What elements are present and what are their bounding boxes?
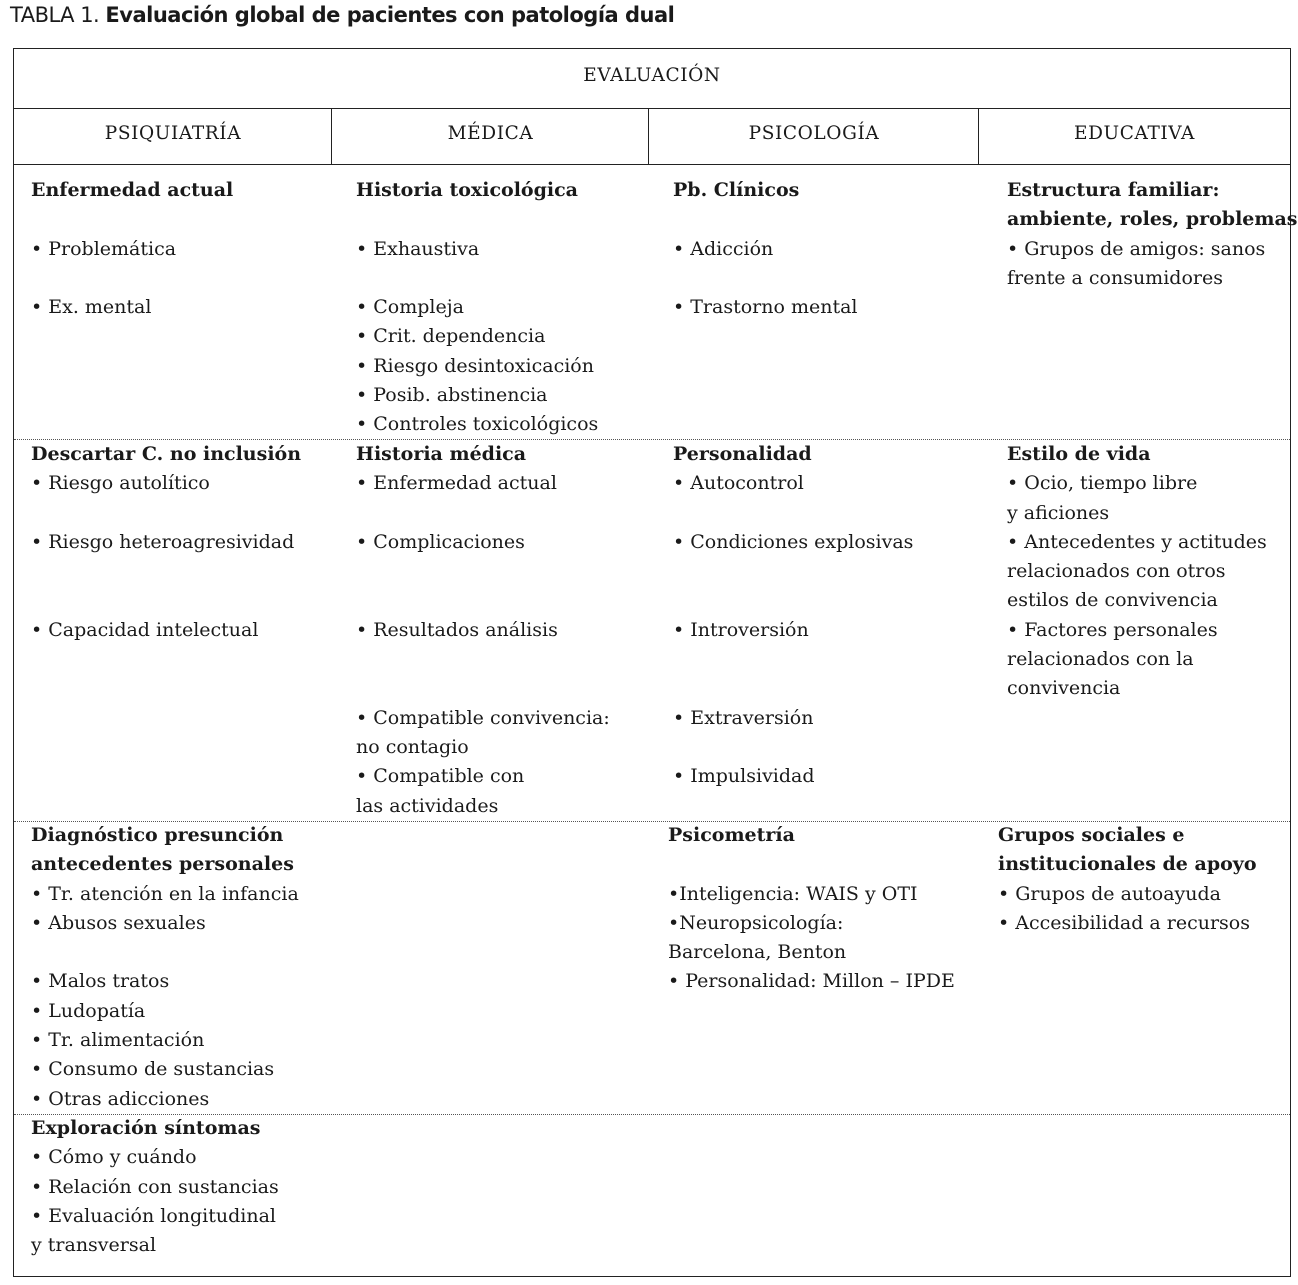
cell-heading: Enfermedad actual <box>31 179 234 201</box>
cell-heading: ambiente, roles, problemas <box>1007 208 1298 231</box>
cell-spacer <box>31 264 233 293</box>
cell-item: • Introversión <box>673 618 809 641</box>
column-header-educativa: EDUCATIVA <box>1074 123 1195 144</box>
cell-item: • Otras adicciones <box>31 1087 210 1110</box>
cell-psicologia-2 <box>673 440 913 792</box>
cell-item: • Riesgo desintoxicación <box>356 354 594 377</box>
cell-psiquiatria-2 <box>31 440 301 645</box>
divider <box>331 109 332 164</box>
cell-psiquiatria-4 <box>31 1114 279 1260</box>
cell-item: • Relación con sustancias <box>31 1175 279 1198</box>
cell-item: • Abusos sexuales <box>31 911 206 934</box>
cell-item: • Exhaustiva <box>356 237 480 260</box>
cell-spacer <box>31 586 301 615</box>
cell-item: • Factores personales <box>1007 618 1218 641</box>
cell-heading: Exploración síntomas <box>31 1117 261 1139</box>
cell-psicologia-3 <box>668 821 955 997</box>
cell-item: • Controles toxicológicos <box>356 413 599 436</box>
cell-spacer <box>356 205 598 234</box>
divider <box>648 109 649 164</box>
cell-item: • Compleja <box>356 296 464 319</box>
cell-spacer <box>673 733 913 762</box>
cell-item: • Ex. mental <box>31 296 152 319</box>
table-header: EVALUACIÓN <box>583 65 721 86</box>
column-header-psiquiatria: PSIQUIATRÍA <box>104 123 242 144</box>
cell-item: • Ocio, tiempo libre <box>1007 472 1198 495</box>
cell-spacer <box>31 557 301 586</box>
cell-spacer <box>673 674 913 703</box>
cell-heading: Historia toxicológica <box>356 179 578 201</box>
cell-item: •Neuropsicología: <box>668 911 844 934</box>
cell-item: • Personalidad: Millon – IPDE <box>668 970 955 993</box>
cell-item: • Ludopatía <box>31 999 146 1022</box>
cell-spacer <box>31 205 233 234</box>
cell-item: • Impulsividad <box>673 765 815 788</box>
cell-item: relacionados con la <box>1007 648 1194 671</box>
cell-spacer <box>31 499 301 528</box>
cell-psiquiatria-3 <box>31 821 299 1114</box>
cell-psicologia-1 <box>673 176 858 322</box>
cell-spacer <box>356 264 598 293</box>
cell-item: • Riesgo heteroagresividad <box>31 530 295 553</box>
divider <box>978 109 979 164</box>
cell-item: • Posib. abstinencia <box>356 384 548 407</box>
cell-spacer <box>673 499 913 528</box>
evaluation-table <box>13 48 1298 1277</box>
caption-label: TABLA 1. <box>10 3 100 27</box>
cell-item: y aficiones <box>1007 501 1110 524</box>
cell-item: • Antecedentes y actitudes <box>1007 530 1267 553</box>
cell-item: Barcelona, Benton <box>668 941 847 964</box>
cell-item: • Riesgo autolítico <box>31 472 210 495</box>
cell-spacer <box>673 557 913 586</box>
cell-heading: Descartar C. no inclusión <box>31 443 302 465</box>
cell-item: frente a consumidores <box>1007 266 1223 289</box>
cell-item: • Grupos de amigos: sanos <box>1007 237 1266 260</box>
cell-item: • Problemática <box>31 237 177 260</box>
cell-item: • Resultados análisis <box>356 618 558 641</box>
cell-item: • Trastorno mental <box>673 296 858 319</box>
cell-medica-2 <box>356 440 610 821</box>
divider <box>14 164 1290 165</box>
divider <box>14 108 1290 109</box>
cell-item: • Grupos de autoayuda <box>998 882 1222 905</box>
cell-heading: Historia médica <box>356 443 527 465</box>
cell-heading: antecedentes personales <box>31 853 294 876</box>
cell-item: • Crit. dependencia <box>356 325 546 348</box>
cell-educativa-1 <box>1007 176 1298 293</box>
cell-psiquiatria-1 <box>31 176 233 322</box>
cell-spacer <box>356 645 610 674</box>
cell-heading: Grupos sociales e <box>998 824 1185 846</box>
cell-item: no contagio <box>356 735 469 758</box>
cell-heading: Psicometría <box>668 824 795 846</box>
cell-item: • Extraversión <box>673 706 814 729</box>
cell-item: convivencia <box>1007 677 1121 700</box>
cell-educativa-2 <box>1007 440 1267 704</box>
cell-item: •Inteligencia: WAIS y OTI <box>668 882 918 905</box>
cell-heading: Personalidad <box>673 443 812 465</box>
cell-spacer <box>31 938 299 967</box>
cell-medica-1 <box>356 176 598 440</box>
cell-item: • Capacidad intelectual <box>31 618 259 641</box>
cell-spacer <box>356 557 610 586</box>
cell-item: y transversal <box>31 1234 157 1257</box>
cell-heading: Estilo de vida <box>1007 443 1151 465</box>
caption-title: Evaluación global de pacientes con patología dual <box>105 3 675 27</box>
cell-item: relacionados con otros <box>1007 560 1226 583</box>
cell-item: • Enfermedad actual <box>356 472 557 495</box>
cell-item: • Autocontrol <box>673 472 804 495</box>
cell-item: • Evaluación longitudinal <box>31 1204 276 1227</box>
cell-spacer <box>356 499 610 528</box>
cell-item: • Tr. alimentación <box>31 1029 205 1052</box>
cell-item: • Consumo de sustancias <box>31 1058 275 1081</box>
cell-spacer <box>356 586 610 615</box>
cell-item: • Adicción <box>673 237 774 260</box>
cell-spacer <box>673 264 858 293</box>
cell-spacer <box>673 645 913 674</box>
column-header-medica: MÉDICA <box>447 123 534 144</box>
cell-item: • Cómo y cuándo <box>31 1146 197 1169</box>
cell-item: • Tr. atención en la infancia <box>31 882 299 905</box>
cell-spacer <box>356 674 610 703</box>
column-header-psicologia: PSICOLOGÍA <box>748 123 880 144</box>
cell-item: • Accesibilidad a recursos <box>998 911 1251 934</box>
cell-item: estilos de convivencia <box>1007 589 1218 612</box>
cell-heading: Estructura familiar: <box>1007 179 1220 201</box>
cell-item: • Malos tratos <box>31 970 170 993</box>
cell-item: • Complicaciones <box>356 530 525 553</box>
cell-item: • Compatible convivencia: <box>356 706 610 729</box>
table-caption <box>10 3 674 27</box>
cell-item: las actividades <box>356 794 499 817</box>
cell-spacer <box>673 205 858 234</box>
cell-heading: institucionales de apoyo <box>998 853 1257 876</box>
cell-item: • Compatible con <box>356 765 525 788</box>
cell-item: • Condiciones explosivas <box>673 530 914 553</box>
cell-educativa-3 <box>998 821 1257 938</box>
cell-spacer <box>668 850 955 879</box>
cell-heading: Diagnóstico presunción <box>31 824 284 846</box>
cell-heading: Pb. Clínicos <box>673 179 800 201</box>
cell-spacer <box>673 586 913 615</box>
